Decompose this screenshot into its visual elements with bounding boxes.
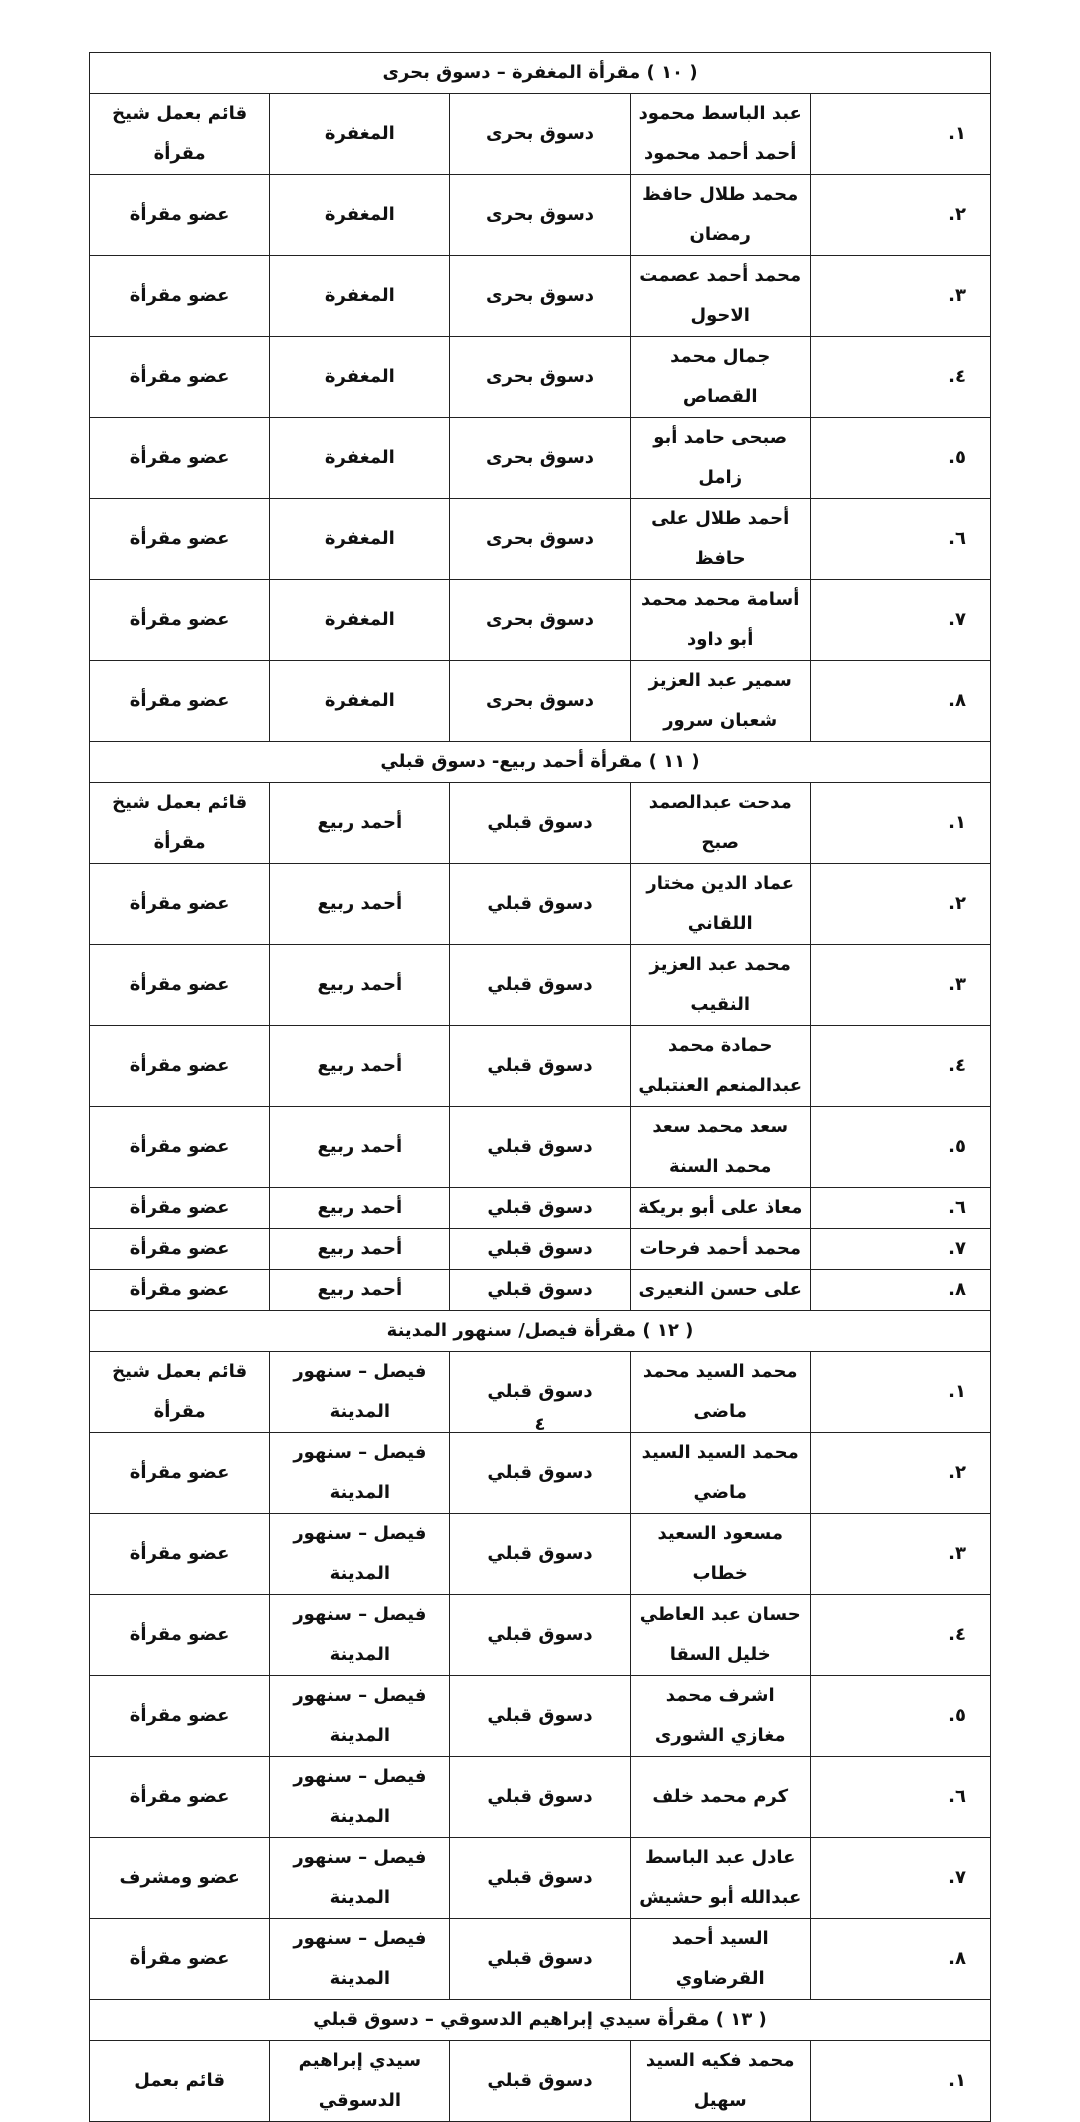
role-cell: عضو مقرأة <box>90 175 270 256</box>
table-row <box>90 945 991 1026</box>
role-cell: عضو مقرأة <box>90 864 270 945</box>
row-number: ٦. <box>810 1188 990 1229</box>
role-cell: قائم بعمل شيخ مقرأة <box>90 94 270 175</box>
member-name: محمد أحمد فرحات <box>630 1229 810 1270</box>
table-row <box>90 1026 991 1107</box>
row-number: ٧. <box>810 1229 990 1270</box>
table-row <box>90 1757 991 1838</box>
member-name: حسان عبد العاطي خليل السقا <box>630 1595 810 1676</box>
row-number: ٢. <box>810 864 990 945</box>
table-row <box>90 499 991 580</box>
member-name: أسامة محمد محمد أبو داود <box>630 580 810 661</box>
table-row <box>90 1514 991 1595</box>
row-number: ٥. <box>810 418 990 499</box>
table-row <box>90 661 991 742</box>
section-title: ( ١٣ ) مقرأة سيدي إبراهيم الدسوقي – دسوق قبلي <box>90 2000 991 2041</box>
mosque-cell: فيصل – سنهور المدينة <box>270 1595 450 1676</box>
section-header-row <box>90 53 991 94</box>
member-name: اشرف محمد مغازي الشورى <box>630 1676 810 1757</box>
mosque-cell: أحمد ربيع <box>270 783 450 864</box>
table-row <box>90 1229 991 1270</box>
mosque-cell: فيصل – سنهور المدينة <box>270 1352 450 1433</box>
row-number: ٢. <box>810 1433 990 1514</box>
district-cell: دسوق قبلي <box>450 1676 630 1757</box>
mosque-cell: فيصل – سنهور المدينة <box>270 1919 450 2000</box>
table-row <box>90 864 991 945</box>
mosque-cell: أحمد ربيع <box>270 945 450 1026</box>
district-cell: دسوق بحرى <box>450 661 630 742</box>
row-number: ٦. <box>810 499 990 580</box>
district-cell: دسوق قبلي <box>450 1919 630 2000</box>
role-cell: عضو مقرأة <box>90 1514 270 1595</box>
district-cell: دسوق قبلي <box>450 1352 630 1433</box>
mosque-schedule-table <box>89 52 991 2122</box>
member-name: عماد الدين مختار اللقاني <box>630 864 810 945</box>
role-cell: عضو مقرأة <box>90 945 270 1026</box>
mosque-cell: فيصل – سنهور المدينة <box>270 1757 450 1838</box>
section-title: ( ١١ ) مقرأة أحمد ربيع- دسوق قبلي <box>90 742 991 783</box>
mosque-cell: المغفرة <box>270 94 450 175</box>
member-name: صبحى حامد أبو زامل <box>630 418 810 499</box>
member-name: معاذ على أبو بريكة <box>630 1188 810 1229</box>
mosque-cell: أحمد ربيع <box>270 1229 450 1270</box>
role-cell: عضو مقرأة <box>90 1270 270 1311</box>
section-title: ( ١٢ ) مقرأة فيصل/ سنهور المدينة <box>90 1311 991 1352</box>
section-title: ( ١٠ ) مقرأة المغفرة – دسوق بحرى <box>90 53 991 94</box>
table-row <box>90 1270 991 1311</box>
row-number: ١. <box>810 783 990 864</box>
role-cell: عضو مقرأة <box>90 1757 270 1838</box>
role-cell: عضو مقرأة <box>90 337 270 418</box>
row-number: ٦. <box>810 1757 990 1838</box>
mosque-cell: فيصل – سنهور المدينة <box>270 1433 450 1514</box>
mosque-cell: المغفرة <box>270 418 450 499</box>
district-cell: دسوق قبلي <box>450 1026 630 1107</box>
mosque-cell: فيصل – سنهور المدينة <box>270 1676 450 1757</box>
row-number: ١. <box>810 94 990 175</box>
member-name: محمد طلال حافظ رمضان <box>630 175 810 256</box>
mosque-cell: أحمد ربيع <box>270 1188 450 1229</box>
member-name: محمد فكيه السيد سهيل <box>630 2041 810 2122</box>
mosque-cell: أحمد ربيع <box>270 1107 450 1188</box>
role-cell: عضو مقرأة <box>90 1229 270 1270</box>
mosque-cell: سيدي إبراهيم الدسوقي <box>270 2041 450 2122</box>
mosque-cell: أحمد ربيع <box>270 1270 450 1311</box>
row-number: ٥. <box>810 1107 990 1188</box>
role-cell: عضو مقرأة <box>90 1026 270 1107</box>
role-cell: عضو مقرأة <box>90 1433 270 1514</box>
mosque-cell: المغفرة <box>270 499 450 580</box>
member-name: سعد محمد سعد محمد السنة <box>630 1107 810 1188</box>
district-cell: دسوق قبلي <box>450 1188 630 1229</box>
member-name: جمال محمد القصاص <box>630 337 810 418</box>
member-name: محمد أحمد عصمت الاحول <box>630 256 810 337</box>
member-name: عبد الباسط محمود أحمد أحمد محمود <box>630 94 810 175</box>
mosque-cell: أحمد ربيع <box>270 1026 450 1107</box>
district-cell: دسوق قبلي <box>450 1595 630 1676</box>
role-cell: عضو مقرأة <box>90 1676 270 1757</box>
district-cell: دسوق قبلي <box>450 1270 630 1311</box>
table-row <box>90 580 991 661</box>
district-cell: دسوق بحرى <box>450 418 630 499</box>
section-header-row <box>90 2000 991 2041</box>
table-row <box>90 94 991 175</box>
row-number: ٤. <box>810 337 990 418</box>
table-row <box>90 1433 991 1514</box>
member-name: سمير عبد العزيز شعبان سرور <box>630 661 810 742</box>
district-cell: دسوق بحرى <box>450 94 630 175</box>
row-number: ١. <box>810 1352 990 1433</box>
page-number: ٤ <box>534 1414 546 1435</box>
district-cell: دسوق قبلي <box>450 864 630 945</box>
district-cell: دسوق قبلي <box>450 1107 630 1188</box>
role-cell: قائم بعمل شيخ مقرأة <box>90 783 270 864</box>
section-header-row <box>90 742 991 783</box>
member-name: محمد عبد العزيز النقيب <box>630 945 810 1026</box>
member-name: كرم محمد خلف <box>630 1757 810 1838</box>
role-cell: عضو مقرأة <box>90 1919 270 2000</box>
role-cell: عضو مقرأة <box>90 1107 270 1188</box>
district-cell: دسوق قبلي <box>450 1514 630 1595</box>
mosque-cell: المغفرة <box>270 661 450 742</box>
row-number: ٧. <box>810 580 990 661</box>
member-name: مسعود السعيد خطاب <box>630 1514 810 1595</box>
member-name: محمد السيد السيد ماضي <box>630 1433 810 1514</box>
district-cell: دسوق بحرى <box>450 256 630 337</box>
district-cell: دسوق بحرى <box>450 175 630 256</box>
district-cell: دسوق قبلي <box>450 2041 630 2122</box>
table-row <box>90 1595 991 1676</box>
member-name: مدحت عبدالصمد صبح <box>630 783 810 864</box>
member-name: عادل عبد الباسط عبدالله أبو حشيش <box>630 1838 810 1919</box>
district-cell: دسوق قبلي <box>450 783 630 864</box>
row-number: ٣. <box>810 256 990 337</box>
district-cell: دسوق قبلي <box>450 945 630 1026</box>
row-number: ٧. <box>810 1838 990 1919</box>
district-cell: دسوق قبلي <box>450 1229 630 1270</box>
district-cell: دسوق بحرى <box>450 499 630 580</box>
row-number: ٥. <box>810 1676 990 1757</box>
table-row <box>90 783 991 864</box>
member-name: على حسن النعيرى <box>630 1270 810 1311</box>
table-row <box>90 175 991 256</box>
table-row <box>90 2041 991 2122</box>
role-cell: قائم بعمل <box>90 2041 270 2122</box>
section-header-row <box>90 1311 991 1352</box>
table-body <box>90 53 991 2122</box>
table-row <box>90 1919 991 2000</box>
district-cell: دسوق قبلي <box>450 1838 630 1919</box>
row-number: ٤. <box>810 1026 990 1107</box>
row-number: ٤. <box>810 1595 990 1676</box>
row-number: ٣. <box>810 945 990 1026</box>
role-cell: عضو مقرأة <box>90 580 270 661</box>
role-cell: عضو مقرأة <box>90 256 270 337</box>
district-cell: دسوق قبلي <box>450 1433 630 1514</box>
member-name: محمد السيد محمد ماضى <box>630 1352 810 1433</box>
mosque-cell: فيصل – سنهور المدينة <box>270 1838 450 1919</box>
role-cell: عضو مقرأة <box>90 499 270 580</box>
mosque-cell: المغفرة <box>270 175 450 256</box>
district-cell: دسوق قبلي <box>450 1757 630 1838</box>
mosque-cell: المغفرة <box>270 580 450 661</box>
row-number: ٣. <box>810 1514 990 1595</box>
mosque-cell: المغفرة <box>270 256 450 337</box>
table-row <box>90 256 991 337</box>
row-number: ٨. <box>810 1270 990 1311</box>
table-row <box>90 418 991 499</box>
table-row <box>90 1188 991 1229</box>
member-name: السيد أحمد القرضاوي <box>630 1919 810 2000</box>
role-cell: عضو مقرأة <box>90 1595 270 1676</box>
row-number: ٨. <box>810 661 990 742</box>
mosque-cell: فيصل – سنهور المدينة <box>270 1514 450 1595</box>
table-row <box>90 337 991 418</box>
role-cell: عضو مقرأة <box>90 418 270 499</box>
member-name: حمادة محمد عبدالمنعم العنتبلي <box>630 1026 810 1107</box>
role-cell: عضو ومشرف <box>90 1838 270 1919</box>
row-number: ١. <box>810 2041 990 2122</box>
district-cell: دسوق بحرى <box>450 580 630 661</box>
row-number: ٨. <box>810 1919 990 2000</box>
mosque-cell: المغفرة <box>270 337 450 418</box>
district-cell: دسوق بحرى <box>450 337 630 418</box>
member-name: أحمد طلال على حافظ <box>630 499 810 580</box>
role-cell: قائم بعمل شيخ مقرأة <box>90 1352 270 1433</box>
role-cell: عضو مقرأة <box>90 661 270 742</box>
role-cell: عضو مقرأة <box>90 1188 270 1229</box>
table-row <box>90 1838 991 1919</box>
table-row <box>90 1676 991 1757</box>
table-row <box>90 1107 991 1188</box>
mosque-cell: أحمد ربيع <box>270 864 450 945</box>
row-number: ٢. <box>810 175 990 256</box>
